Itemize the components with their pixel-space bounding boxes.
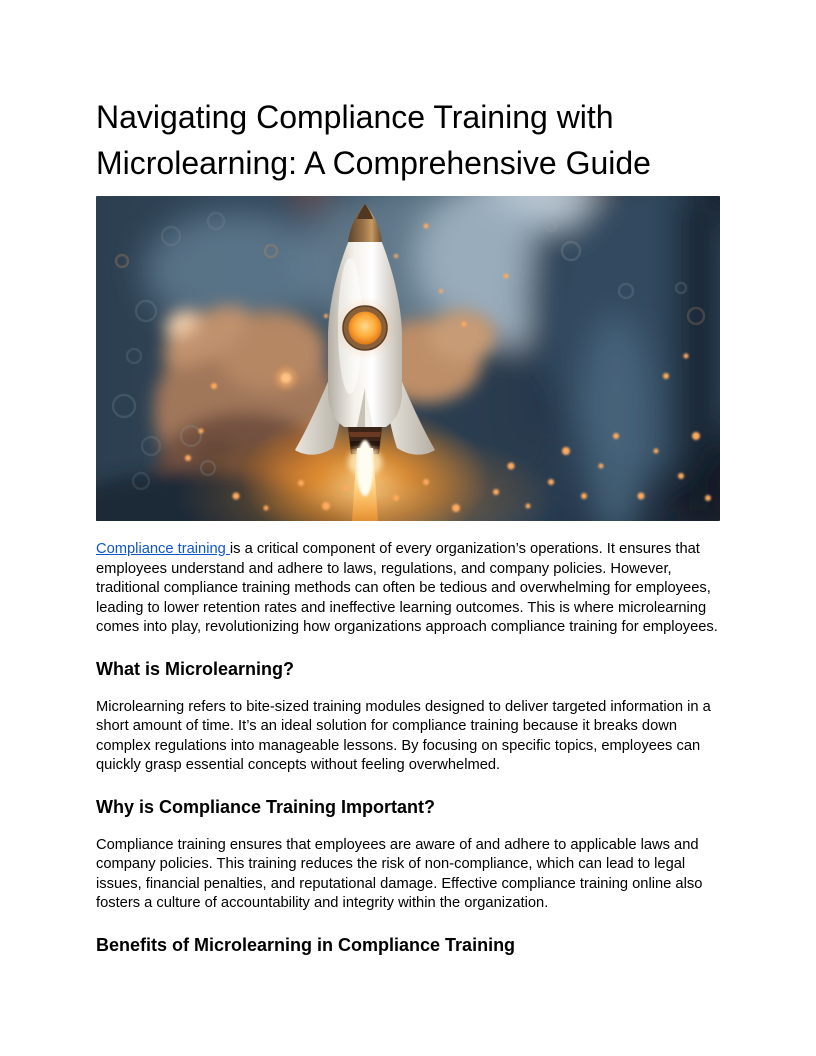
porthole-window (349, 312, 382, 345)
page-title: Navigating Compliance Training with Microlearning: A Comprehensive Guide (96, 99, 651, 181)
hero-image (96, 196, 720, 521)
compliance-training-link[interactable]: Compliance training (96, 541, 230, 557)
section-heading-benefits: Benefits of Microlearning in Compliance Training (96, 934, 516, 955)
section-paragraph-why-compliance-important: Compliance training ensures that employees are aware of and adhere to applicable laws and company policies. This training reduces the risk of non-compliance, which can lead to legal issues, financial penalties, and reputational damage. Effective compliance training online also fosters a culture of accountability and integrity within the organization. (96, 836, 703, 911)
section-heading-why-compliance-important: Why is Compliance Training Important? (96, 796, 436, 817)
intro-paragraph (96, 540, 720, 638)
section-heading-what-is-microlearning: What is Microlearning? (96, 658, 295, 679)
intro-text: is a critical component of every organization’s operations. It ensures that employees understand and adhere to laws, regulations, and company policies. However, traditional compliance training methods can often be tedious and overwhelming for employees, leading to lower retention rates and ineffective learning outcomes. This is where microlearning comes into play, revolutionizing how organizations approach compliance training for employees. (96, 541, 718, 635)
section-paragraph-what-is-microlearning: Microlearning refers to bite-sized training modules designed to deliver targeted information in a short amount of time. It’s an ideal solution for compliance training because it breaks down complex regulations into manageable lessons. By focusing on specific topics, employees can quickly grasp essential concepts without feeling overwhelmed. (96, 698, 711, 773)
document-content (96, 0, 720, 974)
